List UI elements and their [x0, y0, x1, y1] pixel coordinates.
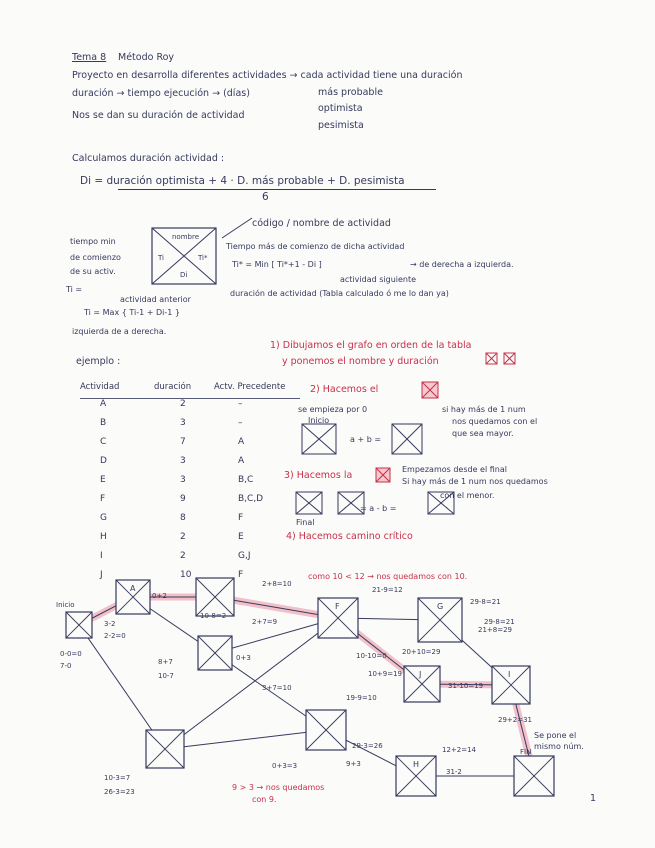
legend-min-formula: Ti* = Min [ Ti*+1 - Di ] [232, 260, 322, 269]
step-3-example [292, 488, 462, 520]
graph-annotation: 2-2=0 [104, 632, 126, 640]
graph-annotation: 3+7=10 [262, 684, 292, 692]
graph-annotation: 29-8=21 [470, 598, 501, 606]
cell-precedente: A [238, 456, 245, 466]
cell-precedente: – [238, 418, 243, 428]
graph-edge [165, 730, 326, 749]
step-1-boxes [484, 352, 524, 366]
legend-node-name: nombre [172, 233, 200, 241]
cell-actividad: E [100, 475, 106, 485]
cell-duracion: 2 [180, 399, 186, 409]
graph-bottom-note-1: 9 > 3 → nos quedamos [232, 783, 325, 792]
graph-annotation: 7-0 [60, 662, 72, 670]
example-title: ejemplo : [76, 356, 121, 367]
table-row [80, 399, 300, 418]
graph-annotation: 3-2 [104, 620, 116, 628]
activity-table [80, 382, 300, 589]
table-header [80, 382, 300, 399]
step-2-note-1: se empieza por 0 [298, 405, 368, 414]
cell-precedente: F [238, 570, 244, 580]
step-2-note-2: si hay más de 1 num [442, 405, 526, 414]
legend-node-di: Di [180, 271, 188, 279]
cell-precedente: E [238, 532, 244, 542]
cell-actividad: C [100, 437, 107, 447]
graph-annotation: 10-7 [158, 672, 174, 680]
cell-actividad: G [100, 513, 107, 523]
legend-arrow [220, 212, 256, 242]
step-3: 3) Hacemos la [284, 470, 353, 481]
graph-annotation: 10-10=0 [356, 652, 387, 660]
cell-duracion: 8 [180, 513, 186, 523]
legend-node-tistar: Ti* [198, 254, 208, 262]
formula-intro: Calculamos duración actividad : [72, 153, 225, 164]
cell-duracion: 2 [180, 551, 186, 561]
graph-top-note: como 10 < 12 → nos quedamos con 10. [308, 572, 468, 581]
graph-annotation: 21+8=29 [478, 626, 512, 634]
node-code: J [419, 670, 422, 679]
branch-optimista: optimista [318, 103, 363, 114]
cell-duracion: 7 [180, 437, 186, 447]
node-code: F [335, 602, 340, 611]
branch-probable: más probable [318, 87, 383, 98]
cell-precedente: B,C [238, 475, 254, 485]
legend-derecha: → de derecha a izquierda. [410, 260, 514, 269]
formula-divisor: 6 [262, 191, 269, 203]
graph-annotation: 0+3=3 [272, 762, 298, 770]
graph-annotation: 31-2 [446, 768, 462, 776]
header-duracion: duración [154, 382, 192, 392]
graph-annotation: 31-10=19 [448, 682, 484, 690]
step-1b: y ponemos el nombre y duración [282, 356, 439, 367]
cell-duracion: 10 [180, 570, 192, 580]
graph-annotation: 8+7 [158, 658, 173, 666]
table-row [80, 513, 300, 532]
graph-bottom-note-2: con 9. [252, 795, 277, 804]
cell-duracion: 3 [180, 456, 186, 466]
step-2-note-3: nos quedamos con el [452, 417, 538, 426]
cell-actividad: I [100, 551, 103, 561]
header-actividad: Actividad [80, 382, 120, 392]
table-row [80, 456, 300, 475]
legend-right-text: Tiempo más de comienzo de dicha actividad [226, 242, 405, 251]
legend-siguiente: actividad siguiente [340, 275, 417, 284]
cell-duracion: 3 [180, 418, 186, 428]
fraction-bar [118, 189, 436, 190]
branch-pesimista: pesimista [318, 120, 364, 131]
table-row [80, 437, 300, 456]
duration-formula: Di = duración optimista + 4 · D. más probable + D. pesimista [80, 175, 405, 187]
header-line-3: Nos se dan su duración de actividad [72, 110, 245, 121]
step-2-note-4: que sea mayor. [452, 429, 514, 438]
step-2-example [298, 420, 428, 460]
step-4: 4) Hacemos camino crítico [286, 531, 413, 542]
step-2-inicio: Inicio [308, 416, 330, 425]
legend-izq: izquierda de a derecha. [72, 327, 167, 336]
cell-actividad: J [100, 570, 103, 580]
cell-duracion: 9 [180, 494, 186, 504]
cell-duracion: 2 [180, 532, 186, 542]
graph-annotation: 0+2 [152, 592, 167, 600]
step-2-plus: a + b = [350, 435, 382, 444]
legend-max-formula: Ti = Max { Ti-1 + Di-1 } [84, 308, 180, 317]
legend-duracion-text: duración de actividad (Tabla calculado ó me lo dan ya) [230, 289, 449, 298]
cell-actividad: B [100, 418, 107, 428]
step-2-box [420, 380, 442, 400]
step-3-note-3: con el menor. [440, 491, 495, 500]
graph-annotation: 0+3 [236, 654, 251, 662]
graph-annotation: 20+10=29 [402, 648, 441, 656]
table-row [80, 475, 300, 494]
step-3-eq: = a - b = [360, 504, 397, 513]
graph-inicio-label: Inicio [56, 601, 75, 609]
node-code: G [437, 602, 444, 611]
node-code: A [130, 584, 136, 593]
node-code: I [508, 670, 511, 679]
graph-annotation: 0-0=0 [60, 650, 82, 658]
cell-precedente: B,C,D [238, 494, 264, 504]
graph-annotation: 29-8=21 [484, 618, 515, 626]
code-label: código / nombre de actividad [252, 218, 391, 229]
cell-actividad: H [100, 532, 107, 542]
header-line-1: Proyecto en desarrolla diferentes actividades → cada actividad tiene una duración [72, 70, 463, 81]
table-row [80, 494, 300, 513]
cell-precedente: F [238, 513, 244, 523]
graph-annotation: 10-8=2 [200, 612, 227, 620]
graph-annotation: 2+7=9 [252, 618, 278, 626]
step-2: 2) Hacemos el [310, 384, 379, 395]
step-3-note-1: Empezamos desde el final [402, 465, 507, 474]
cell-actividad: A [100, 399, 107, 409]
graph-annotation: 26-3=23 [104, 788, 135, 796]
step-3-note-2: Si hay más de 1 num nos quedamos [402, 477, 548, 486]
step-3-final: Final [296, 518, 315, 527]
cell-precedente: – [238, 399, 243, 409]
cell-actividad: F [100, 494, 106, 504]
graph-annotation: 2+8=10 [262, 580, 292, 588]
graph-annotation: 21-9=12 [372, 586, 403, 594]
step-3-box [374, 466, 394, 484]
node-code: H [413, 760, 420, 769]
legend-node-diagram [150, 226, 220, 288]
legend-ti-eq: Ti = [66, 285, 83, 294]
cell-duracion: 3 [180, 475, 186, 485]
graph-annotation: 9+3 [346, 760, 361, 768]
page-number: 1 [590, 793, 597, 804]
graph-annotation: 19-9=10 [346, 694, 377, 702]
legend-left-1: tiempo min [70, 237, 116, 246]
topic-title: Tema 8 [72, 52, 107, 63]
cell-precedente: A [238, 437, 245, 447]
graph-annotation: 29-3=26 [352, 742, 383, 750]
method-title: Método Roy [118, 52, 175, 63]
graph-annotation: 10+9=19 [368, 670, 402, 678]
cell-precedente: G,J [238, 551, 251, 561]
legend-anterior: actividad anterior [120, 295, 191, 304]
legend-left-3: de su activ. [70, 267, 116, 276]
graph-fin-label: FIN [520, 748, 532, 756]
legend-left-2: de comienzo [70, 253, 121, 262]
step-1: 1) Dibujamos el grafo en orden de la tabla [270, 340, 472, 351]
graph-side-note-1: Se pone el [534, 731, 577, 740]
header-precedente: Actv. Precedente [214, 382, 286, 392]
graph-annotation: 10-3=7 [104, 774, 131, 782]
graph-annotation: 29+2=31 [498, 716, 532, 724]
network-graph [0, 560, 655, 848]
graph-side-note-2: mismo núm. [534, 742, 584, 751]
table-row [80, 532, 300, 551]
table-row [80, 418, 300, 437]
cell-actividad: D [100, 456, 107, 466]
legend-node-ti: Ti [158, 254, 165, 262]
header-line-2: duración → tiempo ejecución → (días) [72, 88, 250, 99]
graph-annotation: 12+2=14 [442, 746, 476, 754]
